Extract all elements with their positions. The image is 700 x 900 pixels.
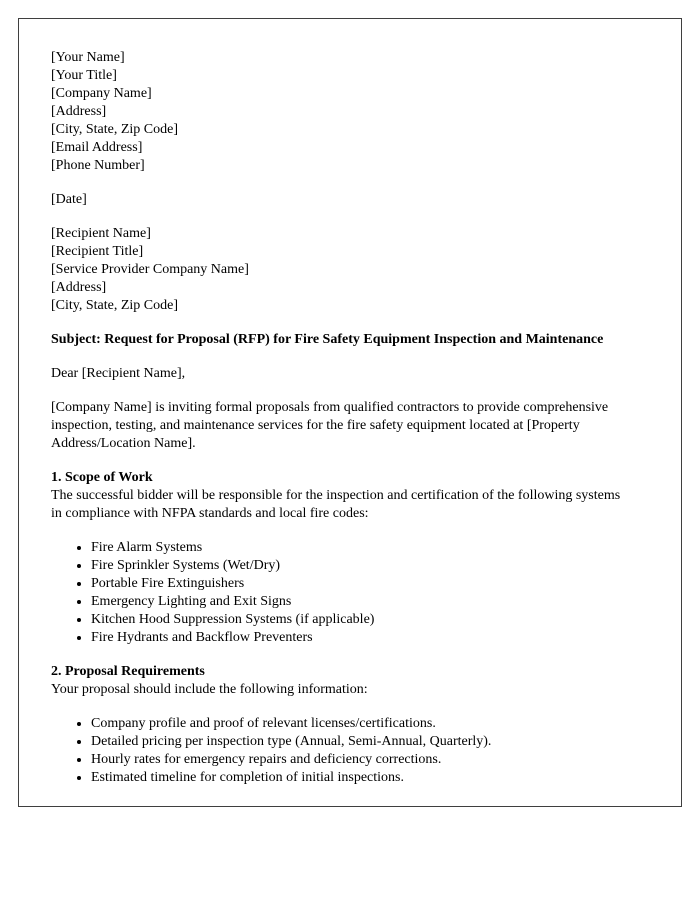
scope-of-work-heading: 1. Scope of Work xyxy=(51,470,153,485)
bullet-item: • Hourly rates for emergency repairs and deficiency corrections. xyxy=(91,751,633,769)
bullet-item: • Fire Hydrants and Backflow Preventers xyxy=(91,629,633,647)
sender-city-line: [City, State, Zip Code] xyxy=(51,122,179,137)
sender-phone-line: [Phone Number] xyxy=(51,158,145,173)
sender-block xyxy=(51,49,633,175)
proposal-requirements-section xyxy=(51,663,633,699)
intro-paragraph: [Company Name] is inviting formal proposals from qualified contractors to provide comprehensive inspection, testing, and maintenance services for the fire safety equipment located at [Property Address/Location Name]. xyxy=(51,400,609,451)
sender-title-line: [Your Title] xyxy=(51,68,117,83)
date-line: [Date] xyxy=(51,192,87,207)
bullet-item: • Kitchen Hood Suppression Systems (if applicable) xyxy=(91,611,633,629)
recipient-company-line: [Service Provider Company Name] xyxy=(51,262,249,277)
proposal-requirements-body: Your proposal should include the following information: xyxy=(51,682,368,697)
scope-bullet-list xyxy=(51,539,633,647)
bullet-item: • Company profile and proof of relevant licenses/certifications. xyxy=(91,715,633,733)
requirements-bullet-list xyxy=(51,715,633,787)
recipient-name-line: [Recipient Name] xyxy=(51,226,151,241)
scope-of-work-body: The successful bidder will be responsible for the inspection and certification of the following systems in compliance with NFPA standards and local fire codes: xyxy=(51,488,621,521)
sender-address-line: [Address] xyxy=(51,104,107,119)
recipient-address-line: [Address] xyxy=(51,280,107,295)
proposal-requirements-heading: 2. Proposal Requirements xyxy=(51,664,205,679)
bullet-item: • Estimated timeline for completion of initial inspections. xyxy=(91,769,633,787)
recipient-city-line: [City, State, Zip Code] xyxy=(51,298,179,313)
sender-name-line: [Your Name] xyxy=(51,50,125,65)
letter-page xyxy=(18,18,682,807)
salutation: Dear [Recipient Name], xyxy=(51,366,186,381)
sender-email-line: [Email Address] xyxy=(51,140,143,155)
subject-line: Subject: Request for Proposal (RFP) for Fire Safety Equipment Inspection and Maintenance xyxy=(51,332,604,347)
bullet-item: • Fire Alarm Systems xyxy=(91,539,633,557)
bullet-item: • Emergency Lighting and Exit Signs xyxy=(91,593,633,611)
bullet-item: • Fire Sprinkler Systems (Wet/Dry) xyxy=(91,557,633,575)
scope-of-work-section xyxy=(51,469,633,523)
sender-company-line: [Company Name] xyxy=(51,86,152,101)
recipient-block xyxy=(51,225,633,315)
bullet-item: • Detailed pricing per inspection type (Annual, Semi-Annual, Quarterly). xyxy=(91,733,633,751)
bullet-item: • Portable Fire Extinguishers xyxy=(91,575,633,593)
recipient-title-line: [Recipient Title] xyxy=(51,244,144,259)
